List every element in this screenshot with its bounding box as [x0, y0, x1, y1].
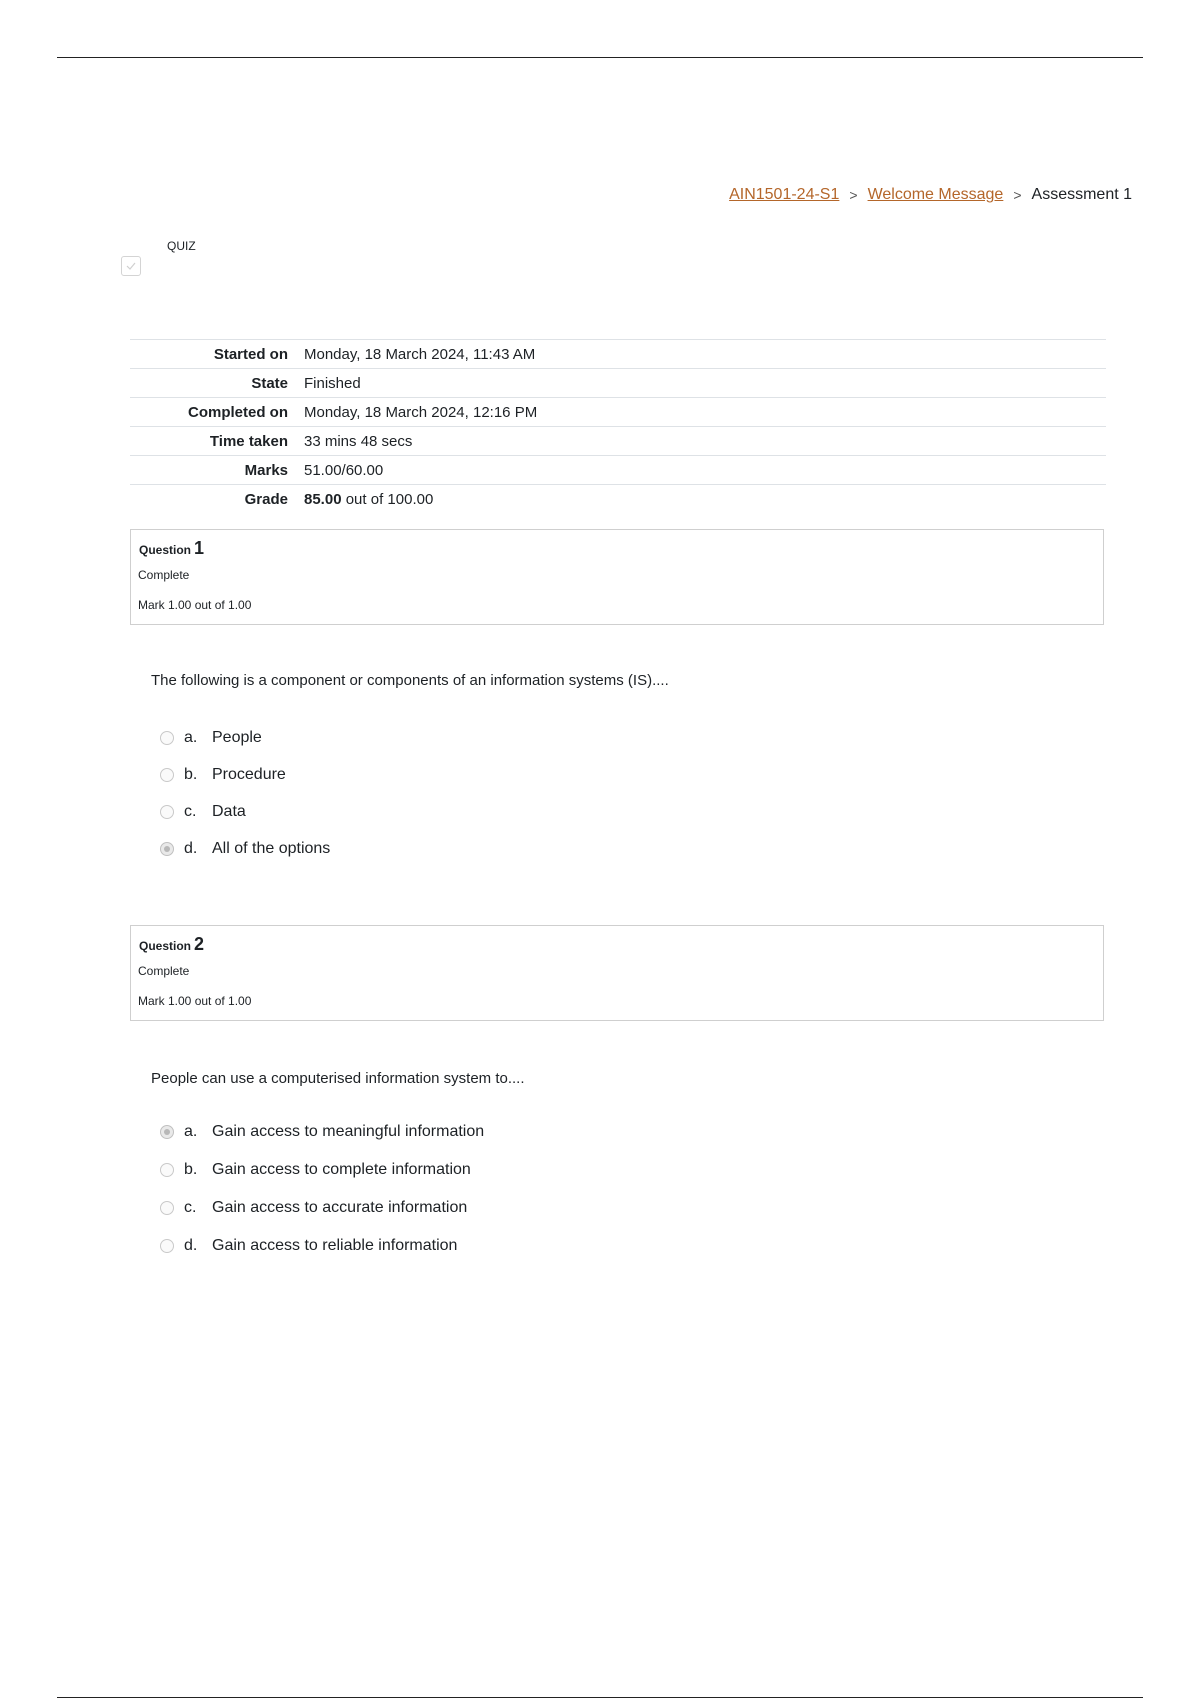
summary-value: 51.00/60.00: [304, 461, 384, 479]
radio-button-selected[interactable]: [160, 842, 174, 856]
breadcrumb: [729, 186, 1132, 204]
answer-letter: c.: [184, 803, 197, 820]
activity-type-label: QUIZ: [167, 239, 196, 253]
radio-button[interactable]: [160, 731, 174, 745]
answer-letter: d.: [184, 1237, 198, 1254]
bottom-rule: [57, 1697, 1143, 1698]
answer-text: Procedure: [212, 766, 286, 783]
answer-text: Gain access to reliable information: [212, 1237, 458, 1254]
attempt-summary-table: [130, 339, 1106, 513]
summary-label: State: [251, 374, 288, 392]
summary-row: [130, 340, 1106, 369]
answer-option[interactable]: [160, 766, 286, 784]
summary-value: Monday, 18 March 2024, 12:16 PM: [304, 403, 538, 421]
question-state: Complete: [138, 568, 190, 582]
chevron-right-icon: >: [849, 187, 858, 203]
question-state: Complete: [138, 964, 190, 978]
question-text: The following is a component or components of an information systems (IS)....: [151, 672, 669, 689]
question-label: Question: [139, 939, 192, 953]
question-mark: Mark 1.00 out of 1.00: [138, 994, 252, 1008]
radio-button[interactable]: [160, 805, 174, 819]
answer-letter: b.: [184, 766, 198, 783]
top-rule: [57, 57, 1143, 58]
answer-text: People: [212, 729, 262, 746]
answer-letter: a.: [184, 1123, 198, 1140]
summary-label: Grade: [244, 490, 288, 508]
answer-text: All of the options: [212, 840, 331, 857]
answer-letter: c.: [184, 1199, 197, 1216]
summary-label: Started on: [213, 345, 288, 363]
summary-value: Finished: [304, 374, 361, 392]
answer-option[interactable]: [160, 729, 262, 747]
answer-letter: a.: [184, 729, 198, 746]
question-mark: Mark 1.00 out of 1.00: [138, 598, 252, 612]
answer-option[interactable]: [160, 1237, 457, 1255]
summary-row: [130, 456, 1106, 485]
question-text: People can use a computerised information system to....: [151, 1070, 525, 1087]
chevron-right-icon: >: [1013, 187, 1022, 203]
quiz-icon: [121, 256, 141, 276]
answer-option[interactable]: [160, 1161, 471, 1179]
summary-label: Marks: [244, 461, 288, 479]
answer-text: Gain access to complete information: [212, 1161, 471, 1178]
answer-option[interactable]: [160, 1199, 467, 1217]
radio-button[interactable]: [160, 1163, 174, 1177]
answer-option[interactable]: [160, 803, 246, 821]
answer-letter: b.: [184, 1161, 198, 1178]
radio-button[interactable]: [160, 768, 174, 782]
answer-option[interactable]: [160, 840, 330, 858]
grade-value: 85.00: [304, 490, 342, 508]
question-title: [139, 538, 204, 559]
summary-row: [130, 427, 1106, 456]
question-info-box: [130, 925, 1104, 1021]
breadcrumb-section-link[interactable]: Welcome Message: [867, 186, 1004, 203]
summary-label: Time taken: [209, 432, 288, 450]
summary-row: [130, 369, 1106, 398]
question-title: [139, 934, 204, 955]
question-number: 2: [194, 934, 205, 954]
answer-text: Gain access to accurate information: [212, 1199, 468, 1216]
answer-text: Gain access to meaningful information: [212, 1123, 485, 1140]
summary-row: [130, 485, 1106, 514]
summary-value: 33 mins 48 secs: [304, 432, 413, 450]
summary-value: [304, 485, 1106, 514]
answer-option[interactable]: [160, 1123, 484, 1141]
radio-button[interactable]: [160, 1201, 174, 1215]
summary-label: Completed on: [188, 403, 288, 421]
answer-text: Data: [212, 803, 246, 820]
breadcrumb-course-link[interactable]: AIN1501-24-S1: [729, 186, 840, 203]
question-info-box: [130, 529, 1104, 625]
radio-button-selected[interactable]: [160, 1125, 174, 1139]
question-number: 1: [194, 538, 205, 558]
summary-row: [130, 398, 1106, 427]
grade-suffix: out of 100.00: [341, 490, 434, 508]
question-label: Question: [139, 543, 192, 557]
radio-button[interactable]: [160, 1239, 174, 1253]
summary-value: Monday, 18 March 2024, 11:43 AM: [304, 345, 536, 363]
breadcrumb-current: Assessment 1: [1031, 186, 1132, 203]
answer-letter: d.: [184, 840, 198, 857]
